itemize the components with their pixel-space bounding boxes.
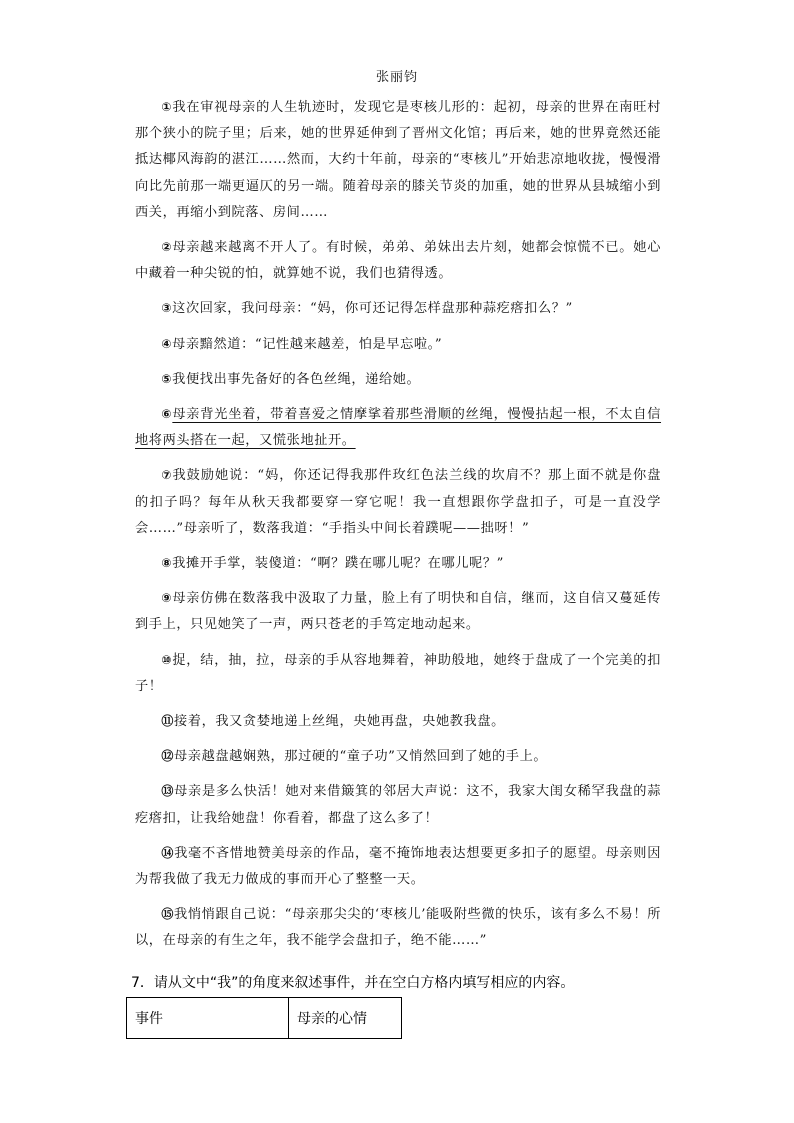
essay-paragraph bbox=[135, 585, 661, 638]
essay-paragraph bbox=[135, 401, 661, 454]
paragraph-number: ⑫ bbox=[161, 749, 174, 764]
paragraph-text: 我毫不吝惜地赞美母亲的作品，毫不掩饰地表达想要更多扣子的愿望。母亲则因为帮我做了我无力做成的事而开心了整整一天。 bbox=[135, 845, 661, 888]
essay-paragraph bbox=[135, 743, 661, 770]
table-header-row bbox=[127, 998, 402, 1039]
essay-paragraph bbox=[135, 778, 661, 831]
paragraph-number: ⑬ bbox=[161, 784, 175, 799]
paragraph-number: ⑭ bbox=[161, 845, 175, 860]
paragraph-text: 母亲背光坐着，带着喜爱之情摩挲着那些滑顺的丝绳，慢慢拈起一根，不太自信地将两头搭在一起，又慌张地扯开。 bbox=[135, 407, 662, 449]
paragraph-number: ⑪ bbox=[161, 714, 174, 729]
paragraph-text: 我便找出事先备好的各色丝绳，递给她。 bbox=[172, 371, 421, 387]
answer-table bbox=[126, 997, 402, 1039]
essay-paragraph bbox=[135, 647, 661, 700]
paragraph-number: ① bbox=[161, 100, 173, 114]
paragraph-number: ③ bbox=[161, 301, 173, 316]
essay-paragraph bbox=[135, 234, 661, 287]
essay-paragraph bbox=[135, 550, 661, 577]
paragraph-text: 母亲仿佛在数落我中汲取了力量，脸上有了明快和自信，继而，这自信又蔓延传到手上，只见她笑了一声，两只苍老的手笃定地动起来。 bbox=[135, 591, 662, 633]
paragraph-number: ⑨ bbox=[161, 591, 173, 606]
paragraph-text: 母亲越盘越娴熟，那过硬的“童子功”又悄然回到了她的手上。 bbox=[174, 749, 548, 765]
essay-paragraph bbox=[135, 366, 661, 393]
paragraph-text: 母亲越来越离不开人了。有时候，弟弟、弟妹出去片刻，她都会惊慌不已。她心中藏着一种尖锐的怕，就算她不说，我们也猜得透。 bbox=[135, 240, 662, 282]
paragraph-number: ② bbox=[161, 240, 173, 255]
essay-paragraph bbox=[135, 901, 661, 954]
essay-paragraph bbox=[135, 94, 661, 226]
paragraph-number: ⑦ bbox=[161, 468, 173, 483]
paragraph-text: 母亲是多么快活！她对来借簸箕的邻居大声说：这不，我家大闺女稀罕我盘的蒜疙瘩扣，让我给她盘！你看着，都盘了这么多了！ bbox=[135, 784, 661, 826]
header-cell-event: 事件 bbox=[127, 998, 289, 1039]
paragraph-text: 我悄悄跟自己说：“母亲那尖尖的‘枣核儿’能吸附些微的快乐，该有多么不易！所以，在母亲的有生之年，我不能学会盘扣子，绝不能……” bbox=[135, 907, 661, 949]
essay-paragraph bbox=[135, 331, 661, 358]
paragraph-number: ④ bbox=[161, 336, 173, 351]
author-name: 张丽钧 bbox=[375, 70, 418, 85]
paragraph-text: 我鼓励她说：“妈，你还记得我那件玫红色法兰线的坎肩不？那上面不就是你盘的扣子吗？每年从秋天我都要穿一穿它呢！我一直想跟你学盘扣子，可是一直没学会……”母亲听了，数落我道：“手指头中间长着蹼呢——拙呀！” bbox=[135, 468, 661, 536]
paragraph-text: 我在审视母亲的人生轨迹时，发现它是枣核儿形的：起初，母亲的世界在南旺村那个狭小的院子里；后来，她的世界延伸到了晋州文化馆；再后来，她的世界竟然还能抵达椰风海韵的湛江……然而，大约十年前，母亲的“枣核儿”开始悲凉地收拢，慢慢滑向比先前那一端更逼仄的另一端。随着母亲的膝关节炎的加重，她的世界从县城缩小到西关，再缩小到院落、房间…… bbox=[135, 100, 662, 220]
essay-paragraph bbox=[135, 462, 661, 542]
paragraph-number: ⑤ bbox=[161, 371, 173, 386]
paragraph-number: ⑮ bbox=[161, 907, 175, 922]
paragraph-number: ⑥ bbox=[161, 407, 173, 422]
essay-paragraph bbox=[135, 295, 661, 322]
header-cell-mood: 母亲的心情 bbox=[289, 998, 402, 1039]
paragraph-text: 接着，我又贪婪地递上丝绳，央她再盘，央她教我盘。 bbox=[174, 714, 505, 730]
paragraph-number: ⑧ bbox=[161, 556, 173, 571]
essay-body bbox=[135, 94, 661, 963]
essay-paragraph bbox=[135, 840, 661, 893]
paragraph-number: ⑩ bbox=[161, 652, 173, 667]
question-7: 7．请从文中“我”的角度来叙述事件，并在空白方格内填写相应的内容。 bbox=[131, 975, 575, 991]
paragraph-text: 我摊开手掌，装傻道：“啊？蹼在哪儿呢？在哪儿呢？” bbox=[172, 556, 504, 572]
paragraph-text: 捉，结，抽，拉，母亲的手从容地舞着，神助般地，她终于盘成了一个完美的扣子！ bbox=[135, 652, 662, 694]
paragraph-text: 这次回家，我问母亲：“妈，你可还记得怎样盘那种蒜疙瘩扣么？” bbox=[172, 301, 573, 317]
paragraph-text: 母亲黯然道：“记性越来越差，怕是早忘啦。” bbox=[172, 336, 443, 352]
essay-paragraph bbox=[135, 708, 661, 735]
